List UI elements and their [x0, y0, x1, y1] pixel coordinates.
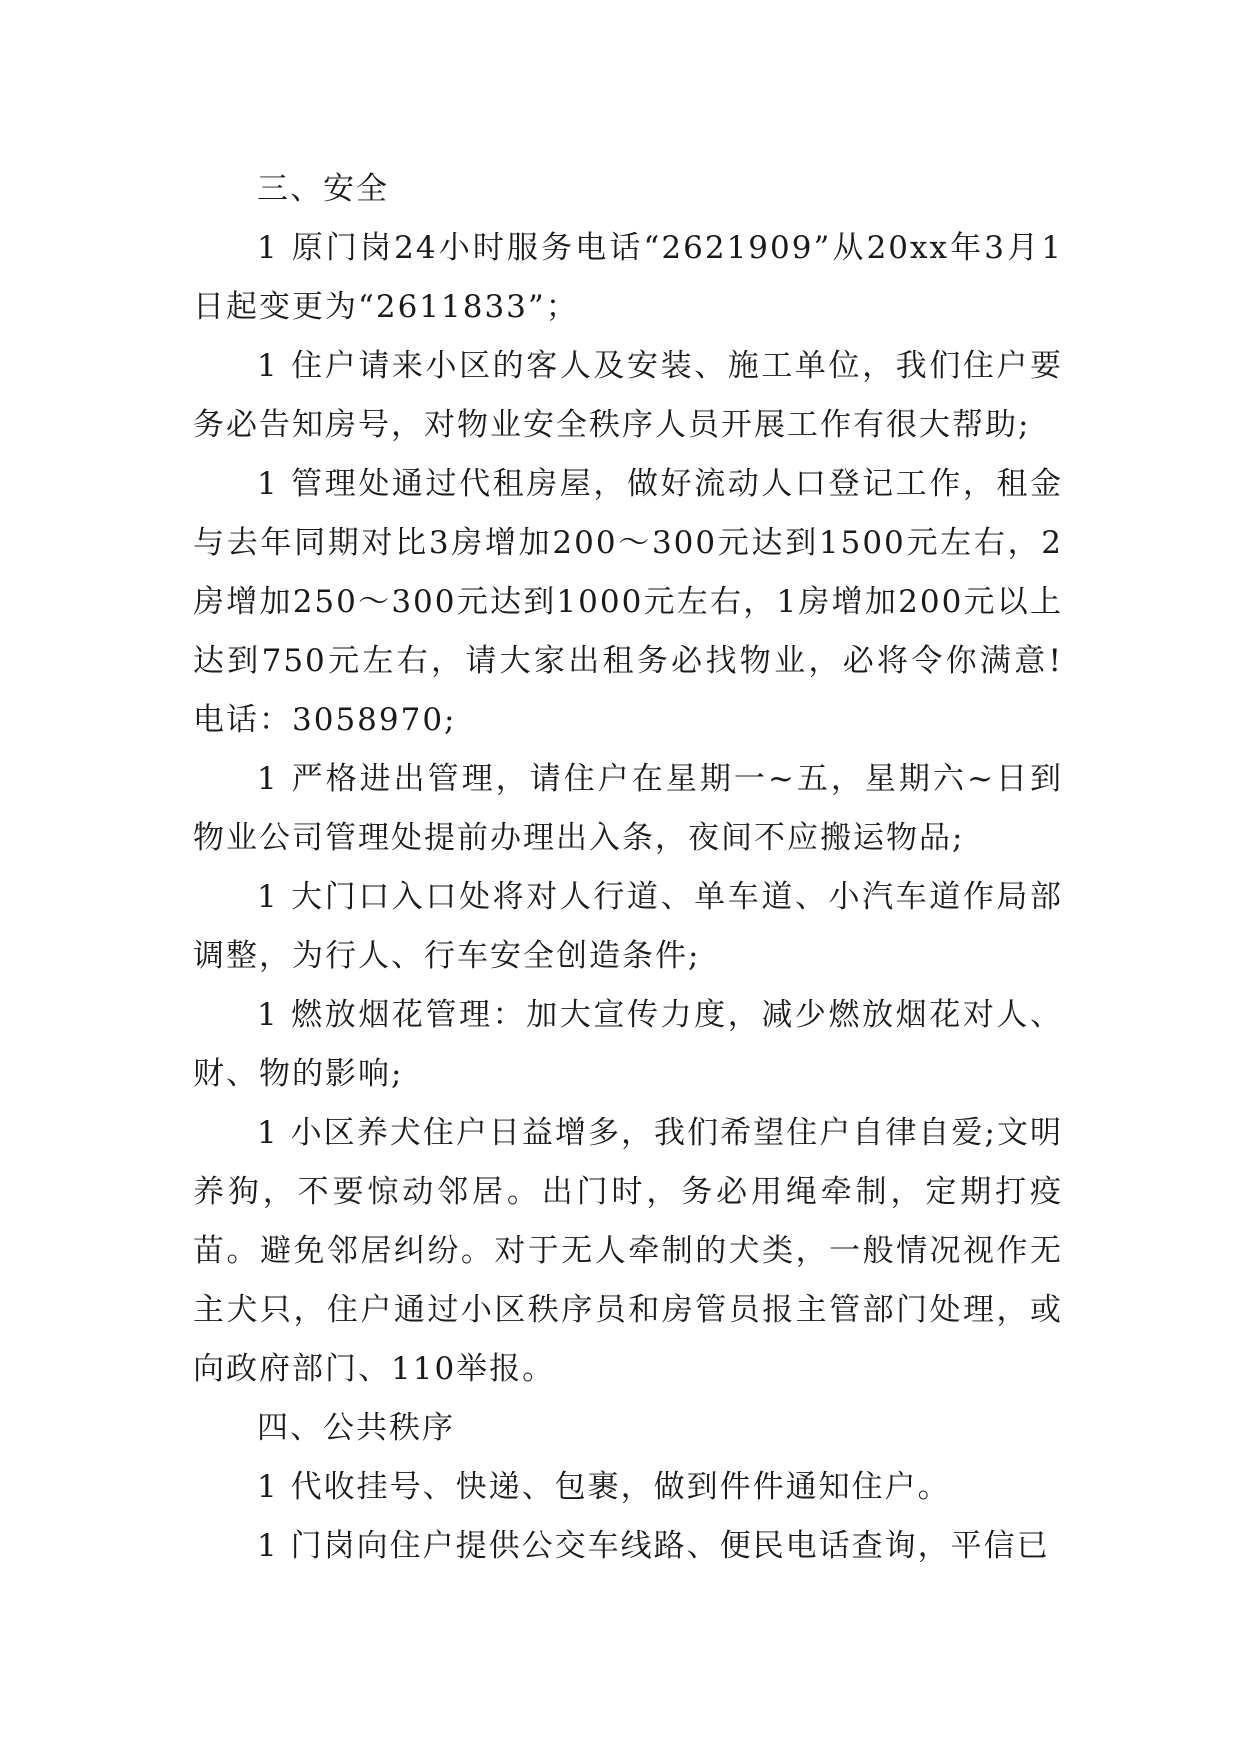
section-heading-public-order: 四、公共秩序	[257, 1410, 455, 1446]
paragraph-phone-change: 1 原门岗24小时服务电话“2621909”从20xx年3月1日起变更为“2611833”；	[193, 230, 1063, 325]
section-heading-safety: 三、安全	[257, 171, 389, 207]
paragraph-gate-info: 1 门岗向住户提供公交车线路、便民电话查询，平信已	[257, 1528, 1050, 1564]
paragraph-dog-keeping: 1 小区养犬住户日益增多，我们希望住户自律自爱;文明养狗，不要惊动邻居。出门时，务必用绳牵制，定期打疫苗。避免邻居纠纷。对于无人牵制的犬类，一般情况视作无主犬只，住户通过小区秩序员和房管员报主管部门处理，或向政府部门、110举报。	[193, 1115, 1063, 1387]
paragraph-parcel-service: 1 代收挂号、快递、包裹，做到件件通知住户。	[257, 1469, 951, 1505]
document-body	[193, 160, 1063, 1576]
paragraph-visitor-notice: 1 住户请来小区的客人及安装、施工单位，我们住户要务必告知房号，对物业安全秩序人员开展工作有很大帮助;	[193, 348, 1063, 443]
paragraph-rental-service: 1 管理处通过代租房屋，做好流动人口登记工作，租金与去年同期对比3房增加200～300元达到1500元左右，2房增加250～300元达到1000元左右，1房增加200元以上达到750元左右，请大家出租务必找物业，必将令你满意!电话：3058970;	[193, 466, 1063, 738]
paragraph-access-control: 1 严格进出管理，请住户在星期一~五，星期六~日到物业公司管理处提前办理出入条，夜间不应搬运物品;	[193, 761, 1063, 856]
paragraph-entrance-adjustment: 1 大门口入口处将对人行道、单车道、小汽车道作局部调整，为行人、行车安全创造条件;	[193, 879, 1063, 974]
paragraph-fireworks: 1 燃放烟花管理：加大宣传力度，减少燃放烟花对人、财、物的影响;	[193, 997, 1063, 1092]
